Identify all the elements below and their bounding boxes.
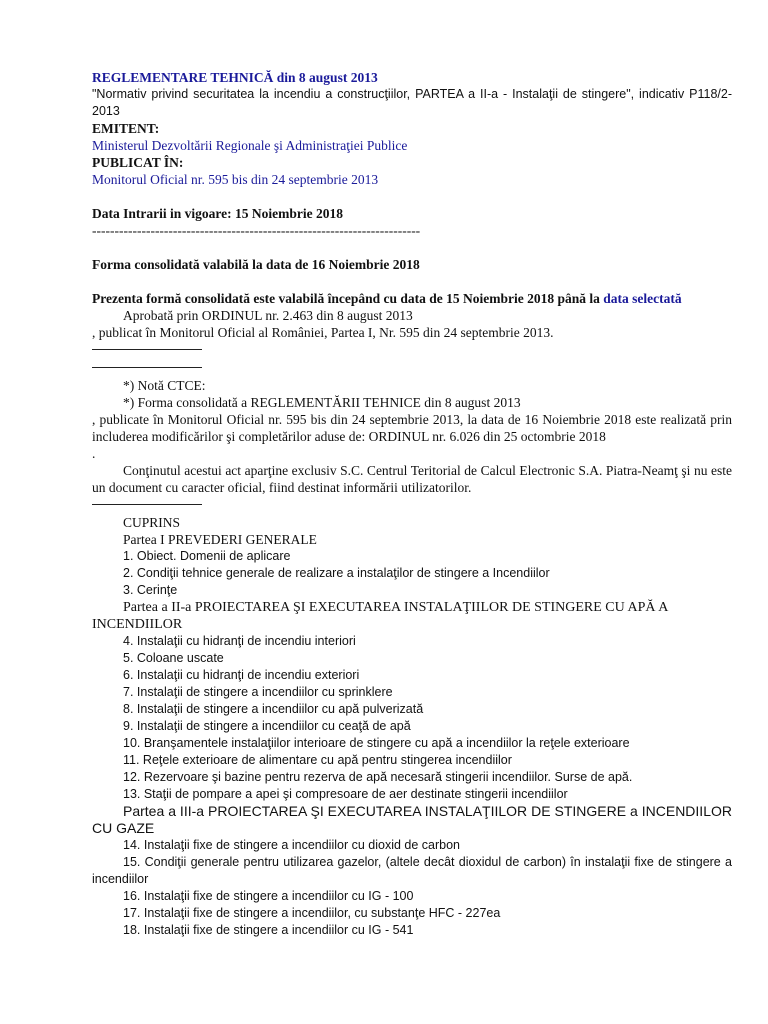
separator-line: ------------------------------------------------------------------------- <box>92 223 421 238</box>
toc-item[interactable]: 10. Branşamentele instalaţiilor interioare de stingere cu apă a incendiilor la reţele exterioare <box>123 736 630 750</box>
publicat-label: PUBLICAT ÎN: <box>92 155 184 170</box>
publication-line: , publicat în Monitorul Oficial al României, Partea I, Nr. 595 din 24 septembrie 2013. <box>92 325 554 340</box>
toc-item[interactable]: 7. Instalaţii de stingere a incendiilor cu sprinklere <box>123 685 393 699</box>
disclaimer: Conţinutul acestui act aparţine exclusiv S.C. Centrul Teritorial de Calcul Electronic S.A. Piatra-Neamţ şi nu este un document cu caracter oficial, fiind destinat informării utilizatorilor. <box>92 463 732 495</box>
toc-part-heading: Partea a III-a PROIECTAREA ŞI EXECUTAREA INSTALAŢIILOR DE STINGERE a INCENDIILOR CU GAZE <box>92 803 732 836</box>
publicat-value: Monitorul Oficial nr. 595 bis din 24 septembrie 2013 <box>92 172 379 187</box>
toc-part-heading: Partea I PREVEDERI GENERALE <box>123 532 317 547</box>
note-body: , publicate în Monitorul Oficial nr. 595 bis din 24 septembrie 2013, la data de 16 Noiembrie 2018 este realizată prin includerea modificărilor şi completărilor aduse de: ORDINUL nr. 6.026 din 25 octombrie 2018 <box>92 412 732 444</box>
toc-item[interactable]: 14. Instalaţii fixe de stingere a incendiilor cu dioxid de carbon <box>123 838 461 852</box>
note-line: *) Forma consolidată a REGLEMENTĂRII TEHNICE din 8 august 2013 <box>123 395 521 410</box>
document-title: REGLEMENTARE TEHNICĂ din 8 august 2013 <box>92 70 378 85</box>
footnote-rule <box>92 359 732 377</box>
toc-item[interactable]: 13. Staţii de pompare a apei şi compresoare de aer destinate stingerii incendiilor <box>123 787 568 801</box>
emitent-label: EMITENT: <box>92 121 160 136</box>
toc-item[interactable]: 16. Instalaţii fixe de stingere a incendiilor cu IG - 100 <box>123 889 414 903</box>
toc-item[interactable]: 15. Condiţii generale pentru utilizarea gazelor, (altele decât dioxidul de carbon) în instalaţii fixe de stingere a incendiilor <box>92 855 732 886</box>
toc-item[interactable]: 2. Condiţii tehnice generale de realizare a instalaţilor de stingere a Incendiilor <box>123 566 550 580</box>
toc-item[interactable]: 12. Rezervoare şi bazine pentru rezerva de apă necesară stingerii incendiilor. Surse de apă. <box>123 770 633 784</box>
toc-item[interactable]: 1. Obiect. Domenii de aplicare <box>123 549 291 563</box>
document-body <box>92 69 732 939</box>
toc-part-heading: Partea a II-a PROIECTAREA ŞI EXECUTAREA INSTALAŢIILOR DE STINGERE CU APĂ A INCENDIILOR <box>92 600 668 632</box>
table-of-contents <box>92 514 732 939</box>
note-label: *) Notă CTCE: <box>123 378 206 393</box>
toc-item[interactable]: 17. Instalaţii fixe de stingere a incendiilor, cu substanţe HFC - 227ea <box>123 906 501 920</box>
footnote-rule <box>92 341 732 359</box>
document-subtitle: "Normativ privind securitatea la incendiu a construcţiilor, PARTEA a II-a - Instalaţii de stingere", indicativ P118/2-2013 <box>92 87 732 118</box>
toc-title: CUPRINS <box>123 515 181 530</box>
validity-statement <box>92 290 732 307</box>
toc-item[interactable]: 11. Reţele exterioare de alimentare cu apă pentru stingerea incendiilor <box>123 753 512 767</box>
note-dot: . <box>92 446 96 461</box>
toc-item[interactable]: 6. Instalaţii cu hidranţi de incendiu exteriori <box>123 668 360 682</box>
selected-date-link[interactable]: data selectată <box>603 291 682 306</box>
validity-text: Prezenta formă consolidată este valabilă începând cu data de 15 Noiembrie 2018 până la <box>92 291 604 306</box>
toc-item[interactable]: 9. Instalaţii de stingere a incendiilor cu ceaţă de apă <box>123 719 411 733</box>
toc-item[interactable]: 5. Coloane uscate <box>123 651 224 665</box>
section-rule <box>92 496 732 514</box>
effective-date: Data Intrarii in vigoare: 15 Noiembrie 2018 <box>92 206 343 221</box>
consolidated-heading: Forma consolidată valabilă la data de 16 Noiembrie 2018 <box>92 257 420 272</box>
toc-item[interactable]: 18. Instalaţii fixe de stingere a incendiilor cu IG - 541 <box>123 923 414 937</box>
approval-line: Aprobată prin ORDINUL nr. 2.463 din 8 august 2013 <box>123 308 413 323</box>
toc-item[interactable]: 3. Cerinţe <box>123 583 178 597</box>
emitent-value: Ministerul Dezvoltării Regionale şi Administraţiei Publice <box>92 138 408 153</box>
toc-item[interactable]: 4. Instalaţii cu hidranţi de incendiu interiori <box>123 634 356 648</box>
toc-item[interactable]: 8. Instalaţii de stingere a incendiilor cu apă pulverizată <box>123 702 424 716</box>
